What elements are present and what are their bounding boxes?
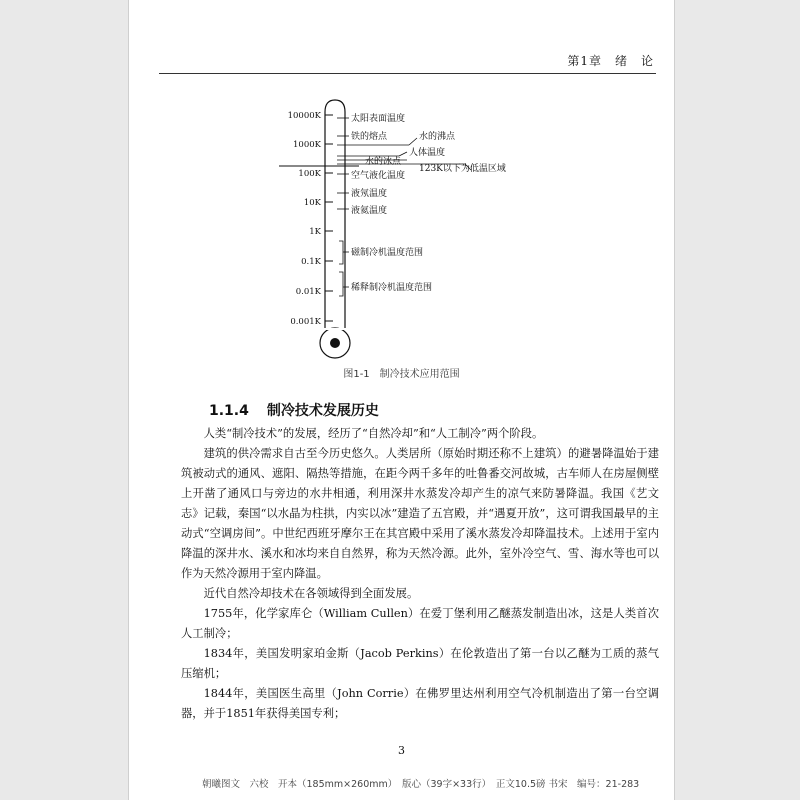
body-text: [181, 424, 659, 724]
thermometer-bulb-core: [330, 338, 340, 348]
scale-label-0-001k: 0.001K: [290, 317, 321, 327]
paragraph: 1844年，美国医生高里（John Corrie）在佛罗里达州利用空气冷机制造出了第一台空调器，并于1851年获得美国专利；: [181, 687, 659, 720]
printer-imprint: 朝曦图文 六校 开本（185mm×260mm） 版心（39字×33行） 正文10.5磅 书宋 编号：21-283: [202, 779, 640, 790]
scale-label-10000k: 10000K: [287, 111, 321, 121]
annotation-body-temp: 人体温度: [409, 148, 446, 158]
scale-label-10k: 10K: [303, 198, 321, 208]
section-number: 1.1.4: [209, 403, 249, 419]
annotation-air-liquefaction: 空气液化温度: [351, 171, 406, 181]
paragraph: 1834年，美国发明家珀金斯（Jacob Perkins）在伦敦造出了第一台以乙醚为工质的蒸气压缩机；: [181, 647, 659, 680]
scale-label-100k: 100K: [298, 169, 321, 179]
annotation-liquid-helium: 液氦温度: [351, 206, 388, 216]
annotation-low-temp-region: 123K以下为低温区域: [419, 164, 506, 174]
scale-label-1000k: 1000K: [293, 140, 321, 150]
scale-label-0-01k: 0.01K: [295, 287, 321, 297]
page-number: 3: [398, 744, 405, 757]
paragraph: 1755年，化学家库仑（William Cullen）在爱丁堡利用乙醚蒸发制造出冰，这是人类首次人工制冷；: [181, 607, 659, 640]
scale-label-1k: 1K: [309, 227, 321, 237]
paragraph: 近代自然冷却技术在各领域得到全面发展。: [203, 587, 419, 600]
annotation-magnetic-cooler: 磁制冷机温度范围: [351, 248, 424, 258]
section-title: 制冷技术发展历史: [266, 403, 379, 419]
paragraph: 人类“制冷技术”的发展，经历了“自然冷却”和“人工制冷”两个阶段。: [203, 427, 544, 440]
scale-label-0-1k: 0.1K: [301, 257, 321, 267]
annotation-liquid-neon: 液氖温度: [351, 189, 388, 199]
book-page: [128, 0, 675, 800]
header-rule: [159, 73, 656, 74]
annotation-dilution-cooler: 稀释制冷机温度范围: [351, 283, 433, 293]
annotation-water-freezing: 水的冰点: [365, 157, 402, 167]
figure-caption: 图1-1 制冷技术应用范围: [343, 369, 460, 380]
thermometer-tube: [325, 100, 345, 328]
annotation-iron-melting: 铁的熔点: [351, 132, 388, 142]
paragraph: 建筑的供冷需求自古至今历史悠久。人类居所（原始时期还称不上建筑）的避暑降温始于建筑被动式的通风、遮阳、隔热等措施，在距今两千多年的吐鲁番交河故城，古车师人在房屋侧壁上开凿了通风口与旁边的水井相通，利用深井水蒸发冷却产生的凉气来防暑降温。我国《艺文志》记载，秦国“以水晶为柱拱，内实以冰”建造了五宫殿，并“遇夏开放”，这可谓我国最早的主动式“空调房间”。中世纪西班牙摩尔王在其宫殿中采用了溪水蒸发冷却降温技术。上述用于室内降温的深井水、溪水和冰均来自自然界，称为天然冷源。此外，室外冷空气、雪、海水等也可以作为天然冷源用于室内降温。: [181, 447, 659, 580]
annotation-sun-surface: 太阳表面温度: [351, 114, 406, 124]
section-heading: [209, 400, 379, 420]
annotation-water-boiling: 水的沸点: [419, 132, 456, 142]
thermometer-figure: [279, 96, 599, 361]
scale-ticks: [325, 115, 333, 321]
running-header: 第1章 绪 论: [567, 54, 654, 68]
